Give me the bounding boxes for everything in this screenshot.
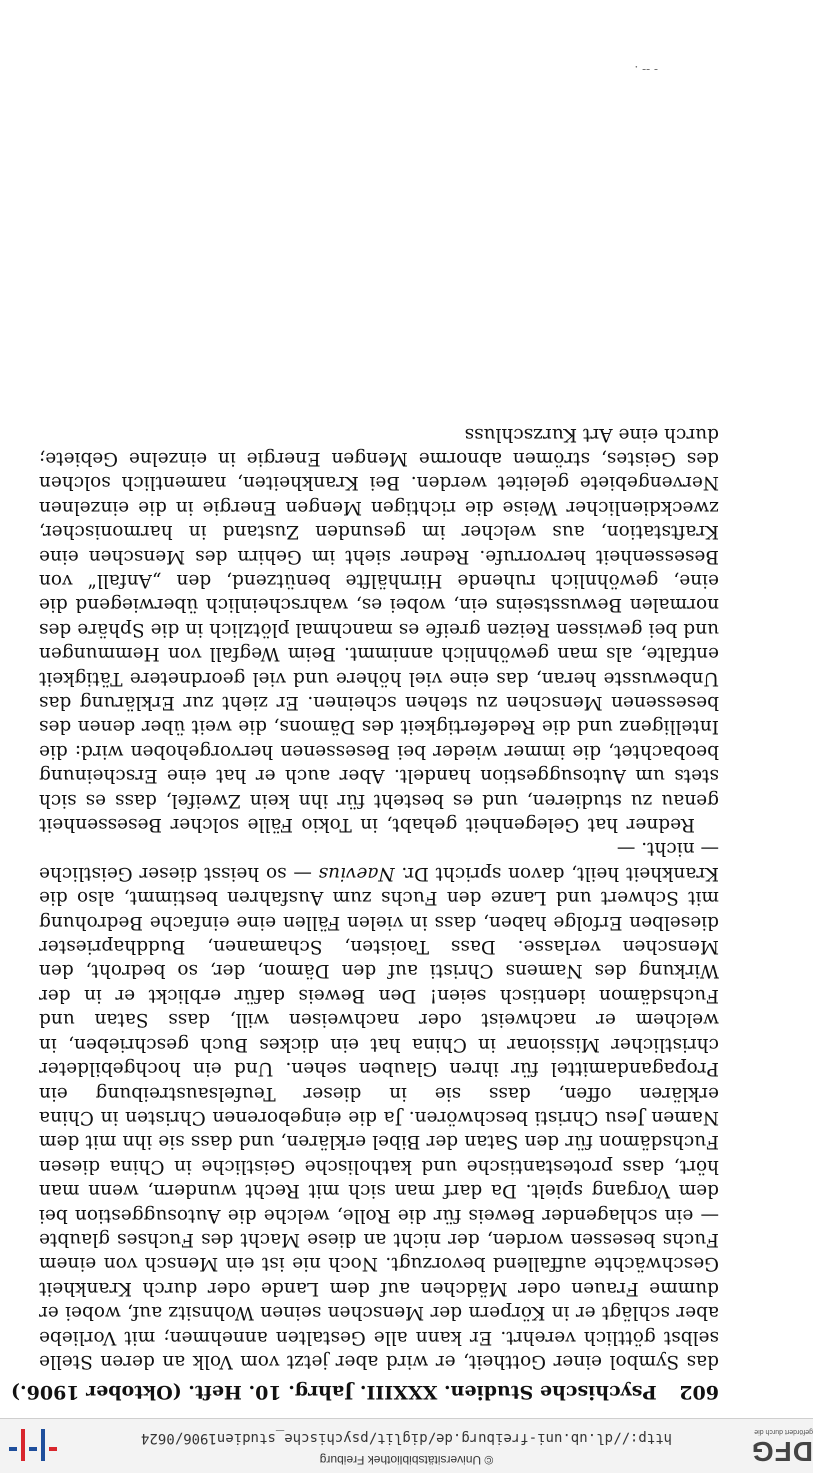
body-text bbox=[39, 421, 719, 1373]
bottom-mark: - -- . bbox=[634, 63, 658, 77]
dfg-logo bbox=[733, 1425, 813, 1467]
document-url[interactable]: http://dl.ub.uni-freiburg.de/diglit/psychische_studien1906/0624 bbox=[141, 1430, 673, 1446]
italic-name: Naevius bbox=[318, 862, 395, 884]
copyright-notice: © Universitätsbibliothek Freiburg bbox=[319, 1453, 494, 1467]
running-header bbox=[11, 1379, 719, 1403]
dfg-logo-text: DFG bbox=[750, 1436, 813, 1467]
dfg-tagline: gefördert durch die bbox=[754, 1428, 813, 1435]
paragraph bbox=[39, 421, 719, 836]
paragraph-tail: — so heisst dieser Geistliche — nicht. — bbox=[39, 838, 719, 884]
paragraph-text: Redner hat Gelegenheit gehabt, in Tokio Fälle solcher Besessenheit genau zu studieren, und es besteht für ihn kein Zweifel, dass es sich stets um Autosuggestion handelt. Aber auch er hat eine Erscheinung beobachtet, die immer wieder bei Besessenen hervorgehoben wird: die Intelligenz und die Redefertigkeit des Dämons, die weit über denen des besessenen Menschen zu stehen scheinen. Er zieht zur Erklärung das Unbewusste heran, das eine viel höhere und viel geordnetere Tätigkeit entfalte, als man gewöhnlich annimmt. Beim Wegfall von Hemmungen und bei gewissen Reizen greife es manchmal plötzlich in die Sphäre des normalen Bewusstseins ein, wobei es, wahrscheinlich überwiegend die eine, gewöhnlich ruhende Hirnhälfte benützend, den „Anfall“ von Besessenheit hervorrufe. Redner sieht im Gehirn des Menschen eine Kraftstation, aus welcher im gesunden Zustand in harmonischer, zweckdienlicher Weise die richtigen Mengen Energie in die einzelnen Nervengebiete geleitet werden. Bei Krankheiten, namentlich solchen des Geistes, strömen abnorme Mengen Energie in einzelne Gebiete; durch eine Art Kurzschluss bbox=[39, 423, 719, 836]
paragraph-text: das Symbol einer Gottheit, er wird aber jetzt vom Volk an deren Stelle selbst göttlich verehrt. Er kann alle Gestalten annehmen; mit Vorliebe aber schlägt er in Körpern der Menschen seinen Wohnsitz auf, wobei er dumme Frauen oder Mädchen auf dem Lande oder durch Krankheit Geschwächte auffallend bevorzugt. Noch nie ist ein Mensch von einem Fuchs besessen worden, der nicht an diese Macht des Fuchses glaubte — ein schlagender Beweis für die Rolle, welche die Autosuggestion bei dem Vorgang spielt. Da darf man sich mit Recht wundern, wenn man hört, dass protestantische und katholische Geistliche in China diesen Fuchsdämon für den Satan der Bibel erklären, und dass sie ihn mit dem Namen Jesu Christi beschwören. Ja die eingeborenen Christen in China erklären offen, dass sie in dieser Teufelsaustreibung ein Propagandamittel für ihren Glauben sehen. Und ein hochgebildeter christlicher Missionar in China hat ein dickes Buch geschrieben, in welchem er nachweist oder nachweisen will, dass Satan und Fuchsdämon identisch seien! Den Beweis dafür erblickt er in der Wirkung des Namens Christi auf den Dämon, der, so bedroht, den Menschen verlasse. Dass Taoisten, Schamanen, Buddhapriester dieselben Erfolge haben, dass in vielen Fällen eine einfache Bedrohung mit Schwert und Lanze den Fuchs zum Ausfahren bestimmt, also die Krankheit heilt, davon spricht Dr. bbox=[39, 862, 719, 1372]
page-number: 602 bbox=[679, 1381, 719, 1403]
paragraph bbox=[39, 836, 719, 1373]
running-title: Psychische Studien. XXXIII. Jahrg. 10. Heft. (Oktober 1906.) bbox=[11, 1381, 657, 1403]
digitization-footer bbox=[0, 1418, 813, 1473]
